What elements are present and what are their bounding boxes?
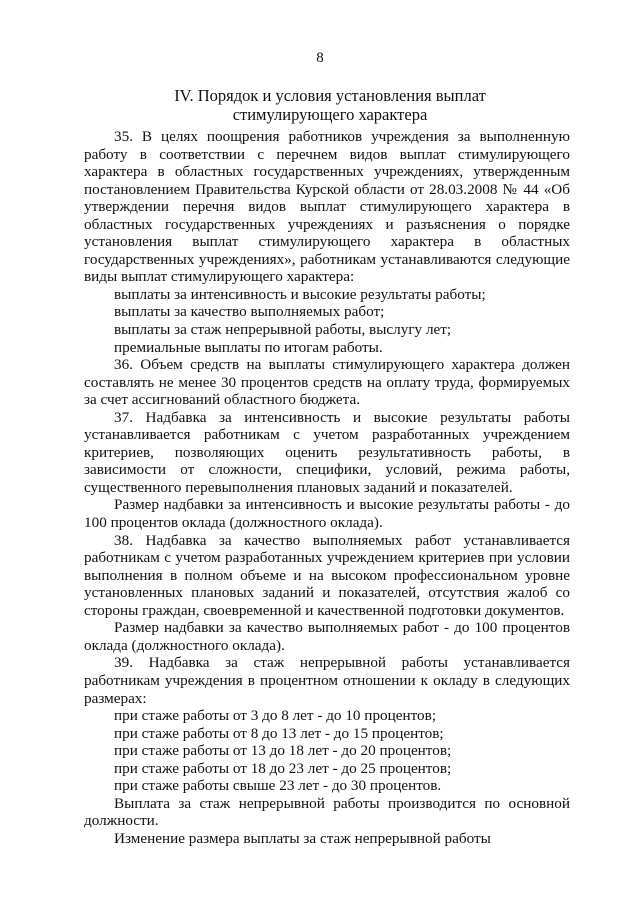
section-title-line: стимулирующего характера (232, 105, 428, 124)
section-title-line: IV. Порядок и условия установления выплат (174, 86, 486, 105)
list-item: при стаже работы от 18 до 23 лет - до 25 процентов; (114, 759, 452, 777)
section-title (120, 86, 540, 124)
paragraph-35: 35. В целях поощрения работников учреждения за выполненную работу в соответствии с перечнем видов выплат стимулирующего характера в областных государственных учреждениях, утвержденным постановлением Правительства Курской области от 28.03.2008 № 44 «Об утверждении перечня видов выплат стимулирующего характера в областных государственных учреждениях и разъяснения о порядке установления выплат стимулирующего характера в областных государственных учреждениях», работникам устанавливаются следующие виды выплат стимулирующего характера: (84, 128, 570, 286)
paragraph-36: 36. Объем средств на выплаты стимулирующего характера должен составлять не менее 30 процентов средств на оплату труда, формируемых за счет ассигнований областного бюджета. (84, 356, 570, 409)
list-item: при стаже работы от 13 до 18 лет - до 20 процентов; (114, 742, 452, 760)
document-body (84, 128, 570, 847)
list-item: при стаже работы от 8 до 13 лет - до 15 процентов; (114, 724, 444, 742)
paragraph-38: 38. Надбавка за качество выполняемых работ устанавливается работникам с учетом разработанных учреждением критериев при условии выполнения в полном объеме и на высоком профессиональном уровне установленных плановых заданий и показателей, отсутствия жалоб со стороны граждан, своевременной и качественной подготовки документов. (84, 531, 570, 619)
list-item: выплаты за интенсивность и высокие результаты работы; (114, 285, 486, 303)
paragraph-39: 39. Надбавка за стаж непрерывной работы устанавливается работникам учреждения в процентном отношении к окладу в следующих размерах: (84, 654, 570, 707)
paragraph: Размер надбавки за интенсивность и высокие результаты работы - до 100 процентов оклада (должностного оклада). (84, 496, 570, 532)
paragraph: Размер надбавки за качество выполняемых работ - до 100 процентов оклада (должностного оклада). (84, 619, 570, 654)
list-item: выплаты за стаж непрерывной работы, выслугу лет; (114, 321, 452, 339)
list-item: при стаже работы от 3 до 8 лет - до 10 процентов; (114, 707, 437, 725)
paragraph: Изменение размера выплаты за стаж непрерывной работы (114, 829, 491, 847)
list-item: премиальные выплаты по итогам работы. (114, 338, 383, 356)
page-number: 8 (316, 50, 324, 66)
paragraph-37: 37. Надбавка за интенсивность и высокие результаты работы устанавливается работникам с учетом разработанных учреждением критериев, позволяющих оценить результативность работы, в зависимости от сложности, специфики, условий, режима работы, существенного перевыполнения плановых заданий и показателей. (84, 408, 570, 496)
paragraph: Выплата за стаж непрерывной работы производится по основной должности. (84, 794, 570, 830)
list-item: выплаты за качество выполняемых работ; (114, 303, 385, 321)
list-item: при стаже работы свыше 23 лет - до 30 процентов. (114, 777, 442, 795)
